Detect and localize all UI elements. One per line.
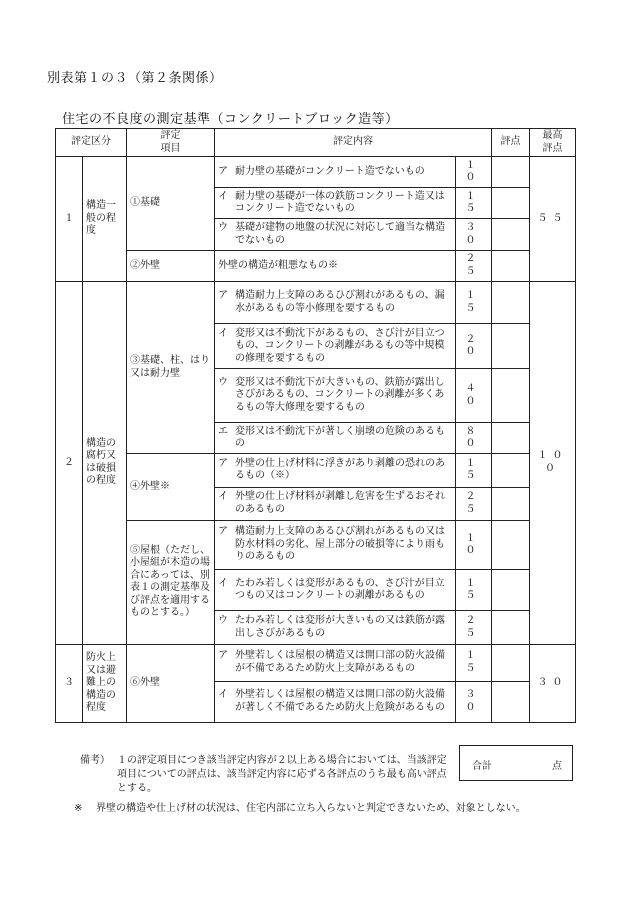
content-line <box>218 578 452 603</box>
evaluation-table <box>55 128 576 723</box>
content-points: ２０ <box>456 324 492 369</box>
evaluation-content <box>215 188 456 219</box>
score-cell <box>492 570 530 611</box>
content-text: 耐力壁の基礎がコンクリート造でないもの <box>235 165 425 177</box>
content-text: 外壁の仕上げ材料が剥離し危害を生ずるおそれのあるもの <box>235 491 445 515</box>
content-points: １５ <box>456 281 492 323</box>
content-text: 基礎が建物の地盤の状況に対応して適当な構造でないもの <box>235 222 445 246</box>
table-body <box>56 157 576 723</box>
evaluation-item: ⑤屋根（ただし、小屋組が木造の場合にあっては、別表１の測定基準及び評点を適用するものとする。） <box>127 521 215 645</box>
content-points: ４０ <box>456 369 492 423</box>
content-letter: ア <box>218 650 228 662</box>
header-max-score: 最高 評点 <box>530 129 576 157</box>
evaluation-content <box>215 521 456 570</box>
content-text: たわみ若しくは変形があるもの、さび汁が目立つもの又はコンクリートの剥離があるもの <box>235 577 445 602</box>
table-row <box>56 281 576 323</box>
evaluation-content <box>215 644 456 681</box>
content-text: 構造耐力上支障のあるひび割れがあるもの、漏水があるもの等小修理を要するもの <box>235 290 445 314</box>
evaluation-content <box>215 157 456 188</box>
page-heading: 別表第１の３（第２条関係） <box>47 71 223 86</box>
score-cell <box>492 454 530 487</box>
evaluation-content <box>215 611 456 644</box>
table-row <box>56 521 576 570</box>
content-letter: ウ <box>218 222 228 234</box>
evaluation-content <box>215 324 456 369</box>
section-number: ３ <box>56 644 83 722</box>
content-points: ８０ <box>456 422 492 453</box>
total-score-box <box>459 745 573 781</box>
content-text: 外壁の構造が粗悪なもの※ <box>218 259 338 271</box>
content-text: 構造耐力上支障のあるひび割れがあるもの又は防水材料の劣化、屋上部分の破損等により雨もりのあるもの <box>235 526 445 563</box>
evaluation-content <box>215 681 456 722</box>
evaluation-content <box>215 281 456 323</box>
evaluation-content <box>215 454 456 487</box>
content-line <box>218 191 452 216</box>
content-line <box>218 426 452 451</box>
content-points: ２５ <box>456 250 492 281</box>
footnote-text: 界壁の構造や仕上げ材の状況は、住宅内部に立ち入らないと判定できないため、対象としない。 <box>96 803 526 814</box>
content-points: １０ <box>456 521 492 570</box>
score-cell <box>492 369 530 423</box>
evaluation-content <box>215 570 456 611</box>
content-line <box>218 615 452 640</box>
evaluation-content <box>215 369 456 423</box>
content-text: 外壁の仕上げ材料に浮きがあり剥離の恐れのあるもの（※） <box>235 457 445 482</box>
table-row <box>56 454 576 487</box>
content-line <box>218 328 452 366</box>
footnote-mark: ※ <box>74 803 83 814</box>
content-letter: ア <box>218 457 228 469</box>
content-letter: イ <box>218 327 228 339</box>
content-points: １０ <box>456 157 492 188</box>
total-unit: 点 <box>552 761 562 772</box>
remarks-label: 備考） <box>80 755 110 766</box>
content-line <box>218 260 452 273</box>
content-line <box>218 526 452 564</box>
content-points: １５ <box>456 188 492 219</box>
remarks-note <box>80 754 450 796</box>
score-cell <box>492 157 530 188</box>
content-text: 耐力壁の基礎が一体の鉄筋コンクリート造又はコンクリート造でないもの <box>235 190 445 215</box>
evaluation-content <box>215 422 456 453</box>
content-letter: ア <box>218 165 228 177</box>
content-line <box>218 491 452 516</box>
evaluation-item: ④外壁※ <box>127 454 215 521</box>
content-line <box>218 458 452 483</box>
score-cell <box>492 681 530 722</box>
section-number: ２ <box>56 281 83 644</box>
content-points: １５ <box>456 570 492 611</box>
content-line <box>218 166 452 179</box>
evaluation-content <box>215 250 456 281</box>
content-line <box>218 290 452 315</box>
content-line <box>218 377 452 415</box>
content-letter: ア <box>218 526 228 538</box>
remarks-text: １の評定項目につき該当評定内容が２以上ある場合においては、当該評定項目についての評点は、該当評定内容に応ずる各評点のうち最も高い評点とする。 <box>117 755 447 794</box>
content-line <box>218 650 452 675</box>
content-points: １５ <box>456 454 492 487</box>
score-cell <box>492 188 530 219</box>
header-score: 評点 <box>492 129 530 157</box>
header-category: 評定区分 <box>56 129 127 157</box>
section-category: 構造の腐朽又は破損の程度 <box>83 281 127 644</box>
score-cell <box>492 521 530 570</box>
section-category: 防火上又は避難上の構造の程度 <box>83 644 127 722</box>
content-text: 変形又は不動沈下が大きいもの、鉄筋が露出しさびがあるもの、コンクリートの剥離が多くあるもの等大修理を要するもの <box>235 376 445 413</box>
content-text: 外壁若しくは屋根の構造又は開口部の防火設備が不備であるため防火上支障があるもの <box>235 650 445 674</box>
table-header-row <box>56 129 576 157</box>
header-item: 評定 項目 <box>127 129 215 157</box>
table-row <box>56 157 576 188</box>
score-cell <box>492 611 530 644</box>
content-line <box>218 689 452 714</box>
total-label: 合計 <box>472 761 492 772</box>
content-letter: ウ <box>218 615 228 627</box>
score-cell <box>492 250 530 281</box>
evaluation-item: ①基礎 <box>127 157 215 251</box>
content-letter: イ <box>218 491 228 503</box>
content-text: 変形又は不動沈下が著しく崩壊の危険のあるもの <box>235 425 445 450</box>
max-score: ５５ <box>530 157 576 282</box>
footnote <box>74 802 584 816</box>
section-number: １ <box>56 157 83 282</box>
content-letter: ア <box>218 290 228 302</box>
content-points: ２５ <box>456 487 492 520</box>
score-cell <box>492 324 530 369</box>
content-text: 外壁若しくは屋根の構造又は開口部の防火設備が著しく不備であるため防火上危険があるもの <box>235 689 445 713</box>
score-cell <box>492 219 530 250</box>
content-letter: ウ <box>218 376 228 388</box>
content-points: ３０ <box>456 681 492 722</box>
score-cell <box>492 281 530 323</box>
evaluation-item: ③基礎、柱、はり又は耐力壁 <box>127 281 215 453</box>
content-letter: イ <box>218 190 228 202</box>
content-points: ２５ <box>456 611 492 644</box>
score-cell <box>492 422 530 453</box>
table-row <box>56 250 576 281</box>
evaluation-content <box>215 487 456 520</box>
content-points: １５ <box>456 644 492 681</box>
header-content: 評定内容 <box>215 129 492 157</box>
content-points: ３０ <box>456 219 492 250</box>
table-row <box>56 644 576 681</box>
score-cell <box>492 487 530 520</box>
score-cell <box>492 644 530 681</box>
content-letter: エ <box>218 425 228 437</box>
max-score: ３０ <box>530 644 576 722</box>
content-letter: イ <box>218 577 228 589</box>
evaluation-item: ⑥外壁 <box>127 644 215 722</box>
evaluation-item: ②外壁 <box>127 250 215 281</box>
content-text: たわみ若しくは変形が大きいもの又は鉄筋が露出しさびがあるもの <box>235 615 445 639</box>
section-category: 構造一般の程度 <box>83 157 127 282</box>
max-score: １００ <box>530 281 576 644</box>
content-text: 変形又は不動沈下があるもの、さび汁が目立つもの、コンクリートの剥離があるもの等中規模の修理を要するもの <box>235 327 445 364</box>
evaluation-content <box>215 219 456 250</box>
content-letter: イ <box>218 689 228 701</box>
content-line <box>218 222 452 247</box>
table-title: 住宅の不良度の測定基準（コンクリートブロック造等） <box>62 112 399 127</box>
